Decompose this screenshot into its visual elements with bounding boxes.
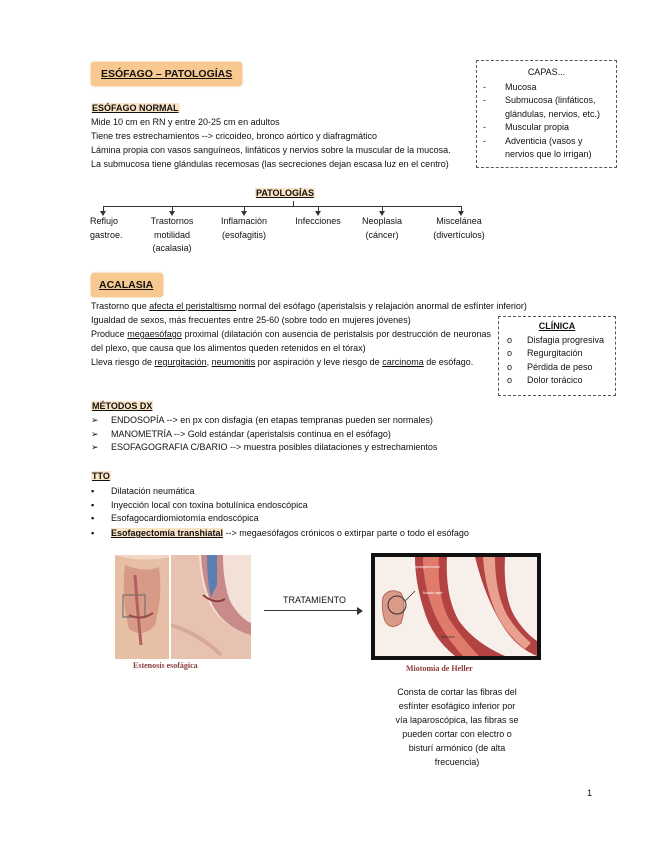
tto-item	[91, 499, 308, 513]
capas-text: Mucosa	[505, 81, 537, 92]
clinica-bullet: o	[507, 375, 513, 385]
tto-heading: TTO	[92, 471, 110, 481]
capas-bullet: -	[483, 135, 486, 146]
description-line: bisturí armónico (de alta	[408, 743, 506, 753]
capas-item	[477, 108, 616, 122]
normal-line: Tiene tres estrechamientos --> cricoideo, bronco aórtico y diafragmático	[91, 131, 378, 141]
left-figure-caption: Estenosis esofágica	[133, 661, 198, 670]
clinica-text: Disfagia progresiva	[527, 334, 605, 345]
patologia-item: Miscelánea (divertículos)	[433, 216, 485, 240]
capas-bullet: -	[483, 95, 486, 105]
clinica-text: Dolor torácico	[527, 375, 583, 385]
metodos-text: MANOMETRÍA --> Gold estándar (aperistalsis continua en el esófago)	[111, 428, 391, 439]
normal-line: La submucosa tiene glándulas recemosas (las secreciones dejan escasa luz en el centro)	[91, 159, 449, 169]
clinica-bullet: o	[507, 348, 513, 358]
metodos-item	[91, 414, 437, 428]
clinica-box	[498, 316, 616, 396]
normal-line: Lámina propia con vasos sanguíneos, linfáticos y nervios sobre la muscular de la mucosa.	[91, 145, 451, 155]
patologia-item: Neoplasia (cáncer)	[361, 216, 403, 240]
capas-item	[477, 121, 616, 135]
description-line: pueden cortar con electro o	[402, 729, 512, 739]
capas-item	[477, 135, 616, 149]
acalasia-title: ACALASIA	[91, 273, 163, 297]
stenosis-illustration	[171, 555, 251, 659]
heller-image	[375, 557, 537, 656]
description-line: vía laparoscópica, las fibras se	[395, 715, 519, 725]
clinica-item	[499, 334, 615, 348]
clinica-item	[499, 347, 615, 361]
normal-line: Mide 10 cm en RN y entre 20-25 cm en adultos	[91, 117, 280, 127]
capas-item	[477, 81, 616, 95]
heller-label: Esophageal lumen	[411, 565, 440, 569]
treatment-arrow-head	[357, 607, 363, 615]
tto-text: Inyección local con toxina botulínica endoscópica	[111, 499, 308, 510]
square-bullet-icon: ▪	[91, 513, 95, 523]
capas-text: glándulas, nervios, etc.)	[505, 108, 601, 119]
description-line: frecuencia)	[434, 757, 480, 767]
description-line: Consta de cortar las fibras del	[397, 687, 517, 697]
patologia-item: Inflamación (esofagitis)	[220, 216, 268, 240]
capas-text: Adventicia (vasos y	[505, 135, 583, 146]
acalasia-p4: Lleva riesgo de regurgitación, neumonitis por aspiración y leve riesgo de carcinoma de esófago.	[91, 357, 474, 367]
clinica-title: CLÍNICA	[538, 321, 576, 331]
capas-item	[477, 94, 616, 108]
stenosis-image	[171, 555, 251, 659]
clinica-text: Pérdida de peso	[527, 361, 593, 372]
capas-text: nervios que lo irrigan)	[505, 149, 592, 159]
torso-illustration	[115, 555, 169, 659]
arrow-label: TRATAMIENTO	[283, 595, 346, 605]
arrow-bullet-icon: ➢	[91, 415, 99, 425]
arrow-bullet-icon: ➢	[91, 428, 99, 439]
heller-figure	[371, 553, 541, 660]
page-number: 1	[587, 788, 593, 798]
capas-title: CAPAS...	[527, 67, 566, 77]
heller-description	[378, 685, 536, 769]
heller-label: Stomach	[441, 635, 455, 639]
tto-item: ▪ Esofagectomía transhiatal --> megaesófagos crónicos o extirpar parte o todo el esófago	[91, 528, 469, 538]
metodos-text: ENDOSOPÍA --> en px con disfagia (en etapas tempranas pueden ser normales)	[111, 415, 433, 425]
patologia-item: Infecciones	[295, 216, 341, 226]
clinica-bullet: o	[507, 361, 513, 372]
patologia-item: Reflujo gastroe.	[90, 216, 123, 240]
clinica-bullet: o	[507, 334, 513, 345]
capas-text: Submucosa (linfáticos,	[505, 95, 596, 105]
torso-image	[115, 555, 169, 659]
tto-item	[91, 485, 308, 499]
tto-item	[91, 512, 308, 526]
square-bullet-icon: ▪	[91, 486, 95, 496]
capas-bullet: -	[483, 81, 486, 92]
clinica-text: Regurgitación	[527, 348, 583, 358]
clinica-item	[499, 361, 615, 375]
heller-label: Muscle layer	[423, 591, 443, 595]
arrow-bullet-icon: ➢	[91, 442, 99, 452]
capas-text: Muscular propia	[505, 122, 570, 132]
acalasia-p2: Igualdad de sexos, más frecuentes entre 25-60 (sobre todo en mujeres jóvenes)	[91, 315, 411, 325]
acalasia-p3: Produce megaesófago proximal (dilatación con ausencia de peristalsis por destrucción de neuronas del plexo, que causa que los alimentos queden retenidos en el tórax)	[91, 329, 491, 353]
patologias-heading: PATOLOGÍAS	[256, 188, 315, 198]
page-title: ESÓFAGO – PATOLOGÍAS	[91, 62, 242, 86]
right-figure-caption: Miotomía de Heller	[406, 664, 473, 673]
tto-text: Dilatación neumática	[111, 486, 195, 496]
acalasia-p1: Trastorno que afecta el peristaltismo normal del esófago (aperistalsis y relajación anormal de esfínter inferior)	[91, 301, 527, 311]
capas-item	[477, 148, 616, 162]
treatment-arrow-shaft	[264, 610, 361, 611]
normal-heading: ESÓFAGO NORMAL	[92, 103, 179, 113]
metodos-item	[91, 428, 437, 442]
capas-box	[476, 60, 617, 168]
tto-text: Esofagocardiomiotomía endoscópica	[111, 513, 259, 523]
tree-branch	[103, 206, 461, 207]
metodos-heading: MÉTODOS DX	[92, 401, 153, 411]
clinica-item	[499, 374, 615, 388]
patologia-item: Trastornos motilidad (acalasia)	[150, 216, 194, 253]
metodos-item	[91, 441, 437, 455]
description-line: esfínter esofágico inferior por	[398, 701, 516, 711]
square-bullet-icon: ▪	[91, 499, 95, 510]
metodos-text: ESOFAGOGRAFIA C/BARIO --> muestra posibles dilataciones y estrechamientos	[111, 442, 438, 452]
capas-bullet: -	[483, 122, 486, 132]
